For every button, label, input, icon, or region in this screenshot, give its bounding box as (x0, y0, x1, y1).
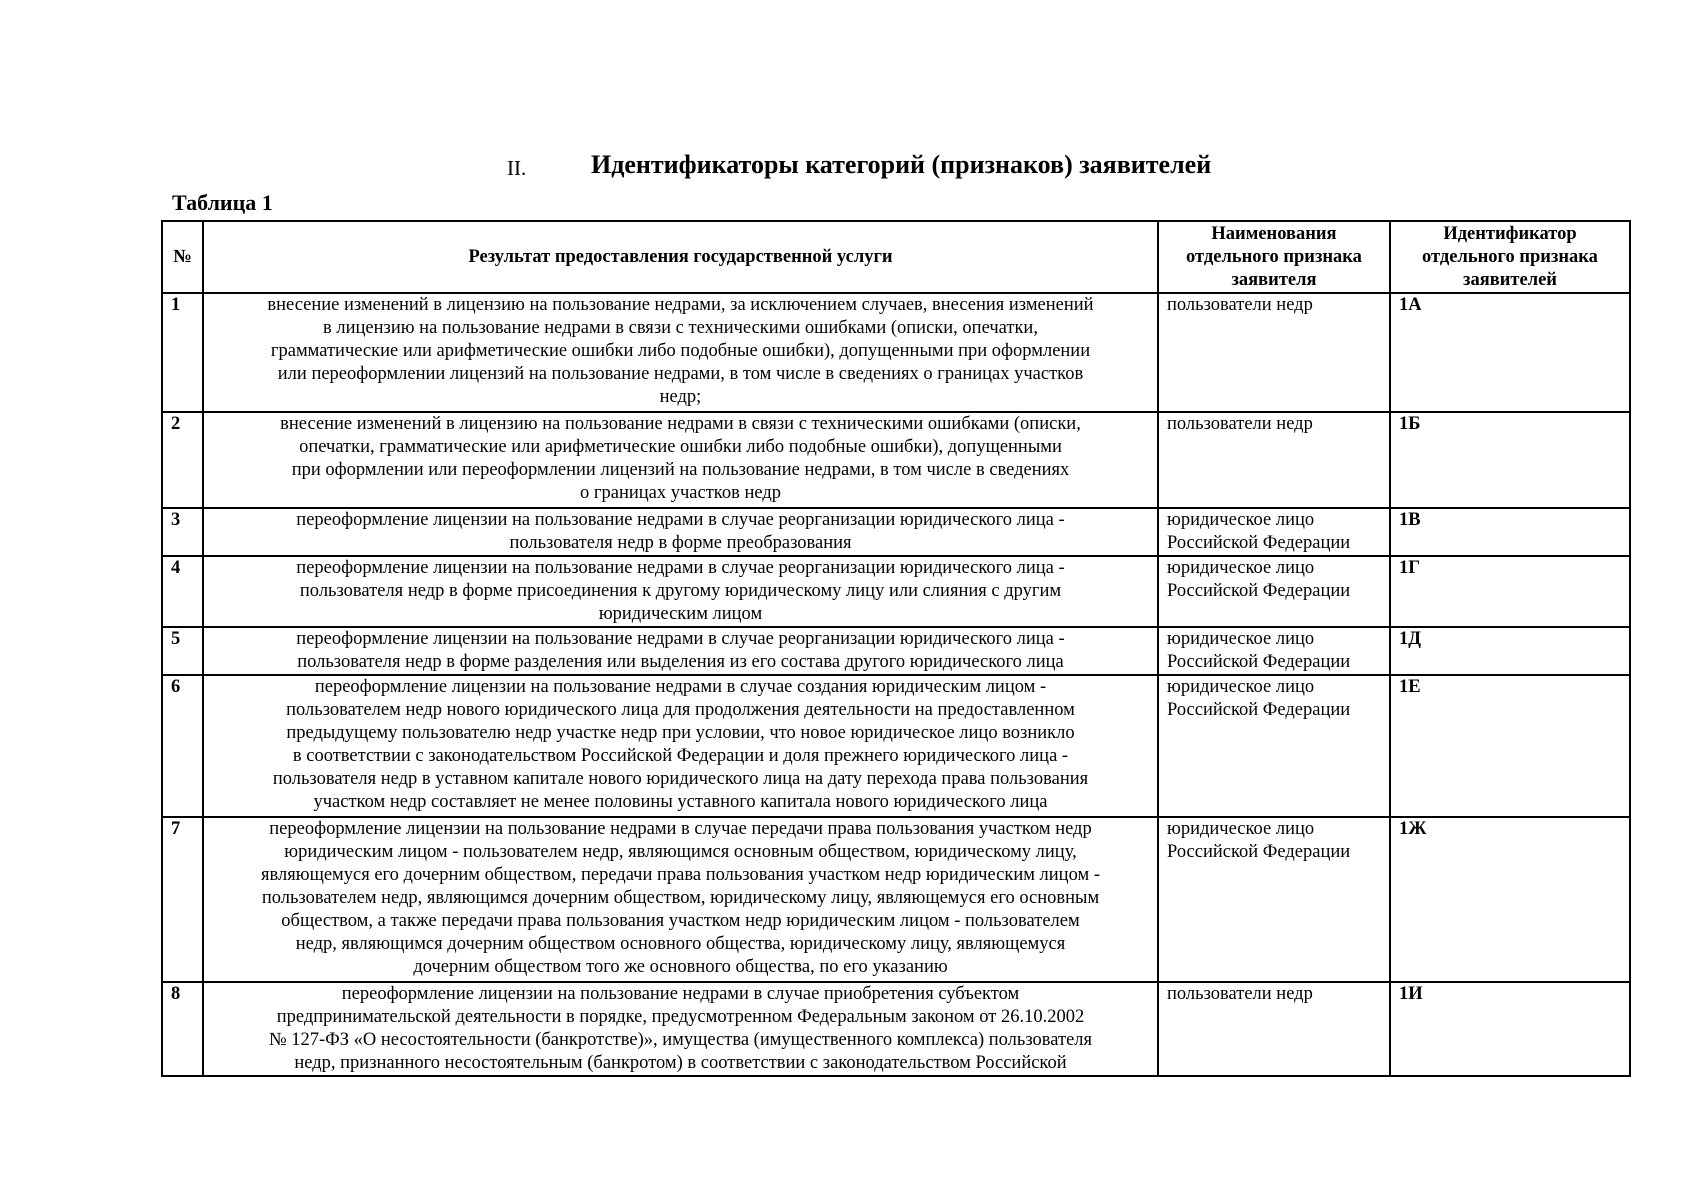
row-result (203, 556, 1158, 627)
row-identifier: 1Г (1390, 556, 1630, 627)
row-result (203, 293, 1158, 412)
applicant-name-line: Российской Федерации (1167, 533, 1351, 553)
result-line: участком недр составляет не менее половины уставного капитала нового юридического лица (313, 792, 1048, 812)
row-identifier: 1Е (1390, 675, 1630, 817)
header-name (1158, 221, 1390, 293)
applicant-categories-table (161, 220, 1631, 1077)
row-applicant-name (1158, 675, 1390, 817)
row-result (203, 675, 1158, 817)
row-number: 1 (162, 293, 203, 412)
table-container (161, 220, 1629, 1077)
header-id (1390, 221, 1630, 293)
result-line: пользователя недр в уставном капитале нового юридического лица на дату перехода права пользования (272, 769, 1089, 789)
header-name-line: отдельного признака (1186, 246, 1362, 267)
result-line: при оформлении или переоформлении лицензий на пользование недрами, в том числе в сведениях (291, 460, 1070, 480)
section-title: Идентификаторы категорий (признаков) заявителей (591, 150, 1212, 179)
header-name-line: Наименования (1211, 223, 1337, 244)
row-applicant-name (1158, 817, 1390, 982)
row-result (203, 817, 1158, 982)
row-result (203, 508, 1158, 556)
row-number: 8 (162, 982, 203, 1076)
table-row (162, 817, 1630, 982)
row-identifier: 1И (1390, 982, 1630, 1076)
result-line: дочерним обществом того же основного общества, по его указанию (413, 957, 948, 977)
row-applicant-name (1158, 412, 1390, 508)
section-numeral: II. (507, 156, 527, 180)
header-id-line: заявителей (1463, 269, 1557, 290)
table-row (162, 293, 1630, 412)
result-line: переоформление лицензии на пользование недрами в случае создания юридическим лицом - (314, 677, 1047, 697)
table-row (162, 627, 1630, 675)
result-line: недр, признанного несостоятельным (банкротом) в соответствии с законодательством Российской (294, 1053, 1067, 1073)
table-row (162, 556, 1630, 627)
applicant-name-line: пользователи недр (1167, 414, 1313, 434)
result-line: в соответствии с законодательством Российской Федерации и доля прежнего юридического лица - (292, 746, 1069, 766)
result-line: переоформление лицензии на пользование недрами в случае реорганизации юридического лица - (296, 510, 1065, 530)
applicant-name-line: юридическое лицо (1167, 677, 1315, 697)
applicant-name-line: пользователи недр (1167, 295, 1313, 315)
result-line: недр; (659, 387, 702, 407)
header-result: Результат предоставления государственной услуги (203, 221, 1158, 293)
section-heading (0, 150, 1697, 186)
result-line: предпринимательской деятельности в порядке, предусмотренном Федеральным законом от 26.10.2002 (276, 1007, 1085, 1027)
result-line: внесение изменений в лицензию на пользование недрами, за исключением случаев, внесения изменений (267, 295, 1094, 315)
table-caption: Таблица 1 (172, 190, 273, 215)
result-line: пользователя недр в форме преобразования (509, 533, 852, 553)
applicant-name-line: Российской Федерации (1167, 652, 1351, 672)
result-line: обществом, а также передачи права пользования участком недр юридическим лицом - пользователем (281, 911, 1080, 931)
result-line: пользователя недр в форме присоединения к другому юридическому лицу или слияния с другим (299, 581, 1062, 601)
result-line: переоформление лицензии на пользование недрами в случае реорганизации юридического лица - (296, 629, 1065, 649)
row-result (203, 982, 1158, 1076)
table-body (162, 293, 1630, 1076)
result-line: пользователем недр, являющимся дочерним обществом, юридическому лицу, являющемуся его основным (261, 888, 1100, 908)
header-num: № (162, 221, 203, 293)
applicant-name-line: пользователи недр (1167, 984, 1313, 1004)
table-row (162, 675, 1630, 817)
row-number: 6 (162, 675, 203, 817)
row-applicant-name (1158, 293, 1390, 412)
result-line: переоформление лицензии на пользование недрами в случае передачи права пользования участком недр (269, 819, 1092, 839)
result-line: переоформление лицензии на пользование недрами в случае приобретения субъектом (341, 984, 1020, 1004)
result-line: юридическим лицом (598, 604, 763, 624)
result-line: № 127-ФЗ «О несостоятельности (банкротстве)», имущества (имущественного комплекса) пользователя (268, 1030, 1093, 1050)
applicant-name-line: юридическое лицо (1167, 558, 1315, 578)
row-result (203, 627, 1158, 675)
result-line: пользователя недр в форме разделения или выделения из его состава другого юридического лица (297, 652, 1064, 672)
row-applicant-name (1158, 508, 1390, 556)
result-line: юридическим лицом - пользователем недр, являющимся основным обществом, юридическому лицу, (284, 842, 1077, 862)
row-number: 2 (162, 412, 203, 508)
result-line: являющемуся его дочерним обществом, передачи права пользования участком недр юридическим лицом - (261, 865, 1100, 885)
applicant-name-line: Российской Федерации (1167, 700, 1351, 720)
table-header-row (162, 221, 1630, 293)
applicant-name-line: Российской Федерации (1167, 842, 1351, 862)
row-identifier: 1Д (1390, 627, 1630, 675)
header-name-line: заявителя (1231, 269, 1317, 290)
row-result (203, 412, 1158, 508)
result-line: недр, являющимся дочерним обществом основного общества, юридическому лицу, являющемуся (295, 934, 1066, 954)
result-line: о границах участков недр (580, 483, 781, 503)
row-number: 3 (162, 508, 203, 556)
row-identifier: 1Ж (1390, 817, 1630, 982)
row-identifier: 1В (1390, 508, 1630, 556)
result-line: переоформление лицензии на пользование недрами в случае реорганизации юридического лица - (296, 558, 1065, 578)
table-row (162, 412, 1630, 508)
applicant-name-line: юридическое лицо (1167, 629, 1315, 649)
result-line: опечатки, грамматические или арифметические ошибки либо подобные ошибки), допущенными (299, 437, 1062, 457)
header-id-line: Идентификатор (1443, 223, 1577, 244)
row-number: 7 (162, 817, 203, 982)
table-row (162, 508, 1630, 556)
result-line: в лицензию на пользование недрами в связи с техническими ошибками (описки, опечатки, (323, 318, 1038, 338)
result-line: грамматические или арифметические ошибки либо подобные ошибки), допущенными при оформлении (270, 341, 1091, 361)
header-id-line: отдельного признака (1422, 246, 1598, 267)
row-identifier: 1Б (1390, 412, 1630, 508)
row-number: 4 (162, 556, 203, 627)
row-identifier: 1А (1390, 293, 1630, 412)
applicant-name-line: Российской Федерации (1167, 581, 1351, 601)
result-line: внесение изменений в лицензию на пользование недрами в связи с техническими ошибками (описки, (280, 414, 1081, 434)
result-line: или переоформлении лицензий на пользование недрами, в том числе в сведениях о границах участков (277, 364, 1084, 384)
result-line: пользователем недр нового юридического лица для продолжения деятельности на предоставленном (286, 700, 1075, 720)
result-line: предыдущему пользователю недр участке недр при условии, что новое юридическое лицо возникло (286, 723, 1075, 743)
row-number: 5 (162, 627, 203, 675)
applicant-name-line: юридическое лицо (1167, 510, 1315, 530)
applicant-name-line: юридическое лицо (1167, 819, 1315, 839)
row-applicant-name (1158, 982, 1390, 1076)
row-applicant-name (1158, 556, 1390, 627)
table-row (162, 982, 1630, 1076)
row-applicant-name (1158, 627, 1390, 675)
